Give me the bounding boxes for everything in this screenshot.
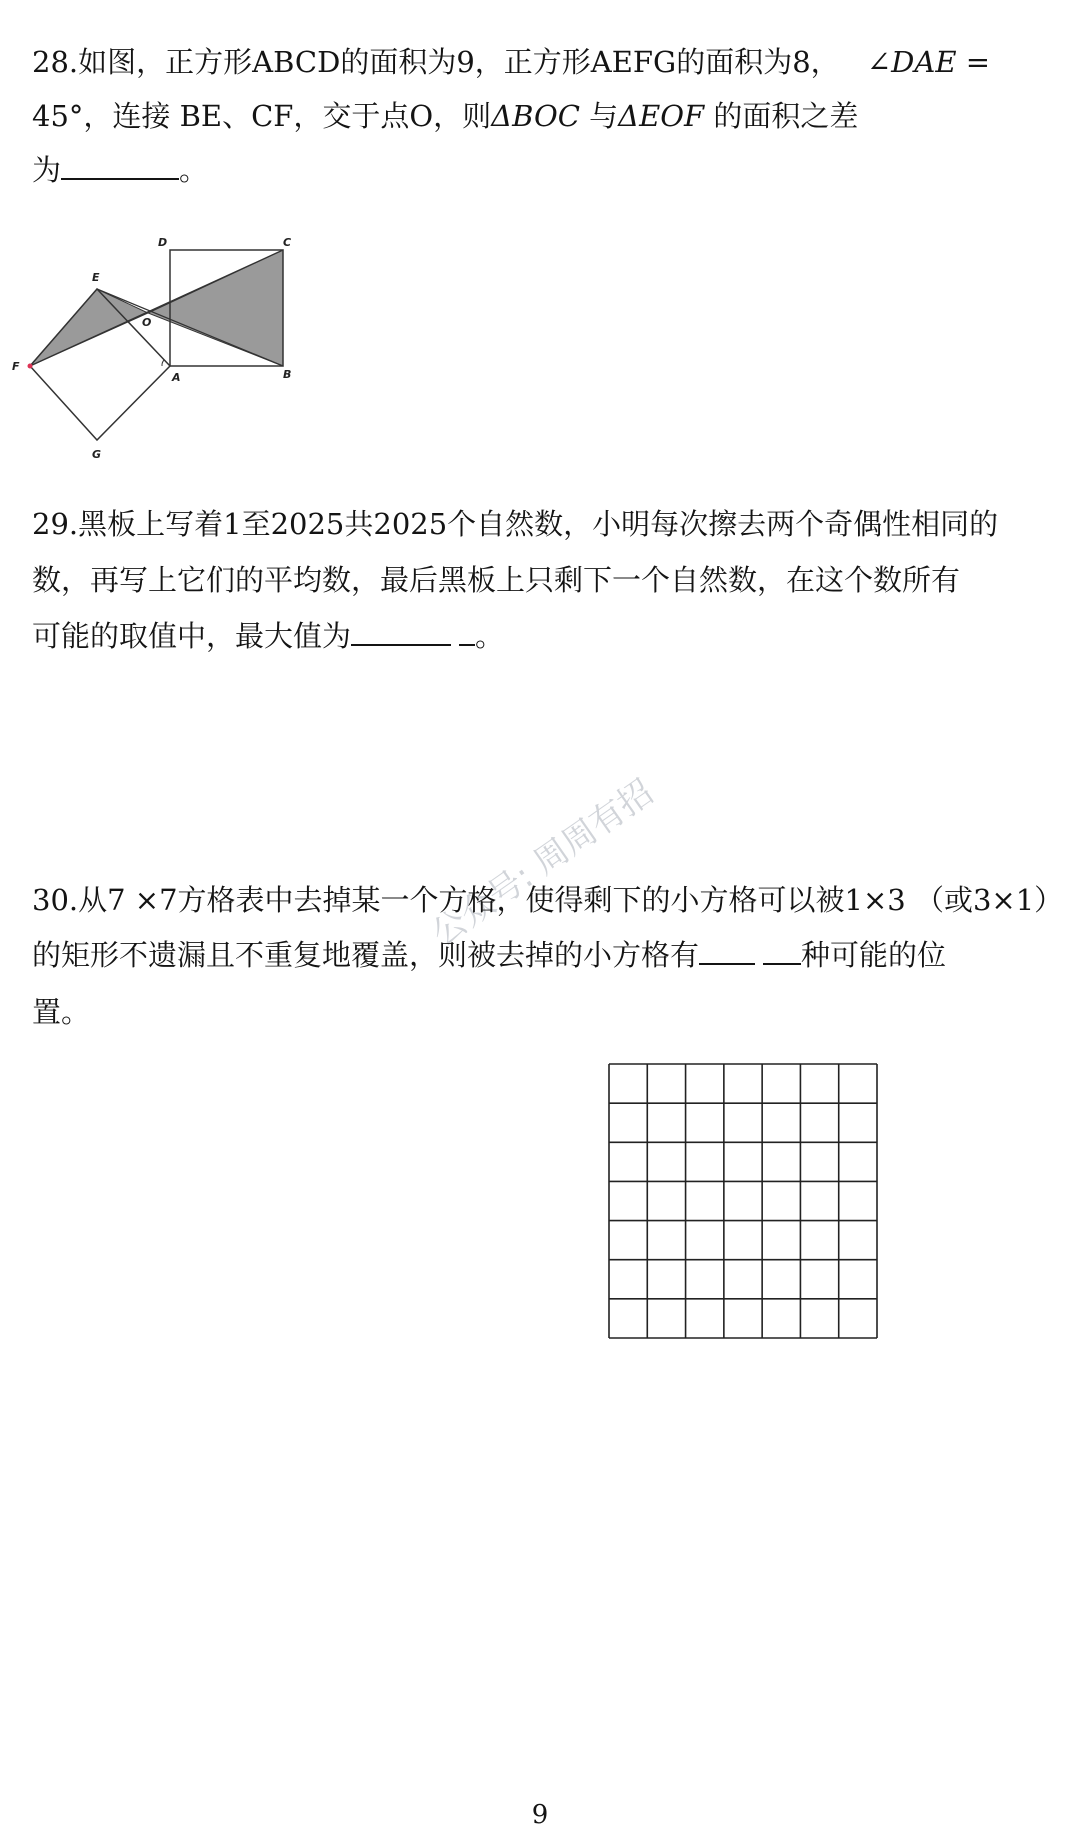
q30-text-1: 30.从7 ×7方格表中去掉某一个方格，使得剩下的小方格可以被1×3 （或3×1） (32, 883, 1064, 917)
q28-triangle-eof: ΔEOF (618, 99, 705, 133)
q28-triangle-boc: ΔBOC (491, 99, 580, 133)
q28-text-2b: 与 (579, 99, 619, 133)
label-a: A (172, 371, 181, 384)
q28-geometry-figure (0, 220, 360, 470)
q30-line-1 (32, 880, 1063, 920)
q29-line-1 (32, 504, 998, 544)
label-e: E (92, 271, 100, 284)
q28-text-3b: 。 (179, 153, 209, 187)
page-number: 9 (531, 1800, 549, 1830)
label-g: G (92, 448, 102, 461)
q29-text-2: 数，再写上它们的平均数，最后黑板上只剩下一个自然数，在这个数所有 (32, 563, 961, 597)
q30-answer-blank (699, 937, 755, 965)
angle-mark-a (162, 360, 164, 366)
shaded-triangle-eof (30, 289, 148, 366)
watermark-text: 公众号: 周周有招 (424, 772, 661, 955)
q29-text-1: 29.黑板上写着1至2025共2025个自然数，小明每次擦去两个奇偶性相同的 (32, 507, 999, 541)
label-d: D (158, 236, 168, 249)
q28-text-1: 28.如图，正方形ABCD的面积为9，正方形AEFG的面积为8， (32, 45, 840, 79)
q28-answer-blank (61, 152, 179, 180)
q30-text-3: 置。 (32, 995, 91, 1029)
q29-text-3a: 可能的取值中，最大值为 (32, 619, 352, 653)
q28-line-2 (32, 96, 858, 136)
q28-text-3a: 为 (32, 153, 62, 187)
label-o: O (142, 316, 152, 329)
q30-text-2b: 种可能的位 (801, 938, 947, 972)
point-f-mark (28, 364, 33, 369)
q30-line-3 (32, 992, 90, 1032)
q28-line-3 (32, 150, 208, 190)
q28-line-1 (32, 42, 990, 82)
q28-angle: ∠DAE = (866, 45, 991, 79)
q29-line-3 (32, 616, 504, 656)
q30-line-2 (32, 935, 946, 975)
q29-answer-blank-tail (459, 618, 475, 646)
q28-text-2c: 的面积之差 (704, 99, 859, 133)
q30-answer-blank-tail (763, 937, 801, 965)
shaded-triangle-boc (148, 250, 283, 366)
q29-line-2 (32, 560, 960, 600)
label-c: C (283, 236, 292, 249)
label-f: F (12, 360, 20, 373)
label-b: B (283, 368, 292, 381)
q30-text-2a: 的矩形不遗漏且不重复地覆盖，则被去掉的小方格有 (32, 938, 700, 972)
q29-answer-blank (351, 618, 451, 646)
q30-grid-7x7 (605, 1060, 885, 1345)
q28-text-2a: 45°，连接 BE、CF，交于点O，则 (32, 99, 492, 133)
q29-text-3b: 。 (475, 619, 505, 653)
